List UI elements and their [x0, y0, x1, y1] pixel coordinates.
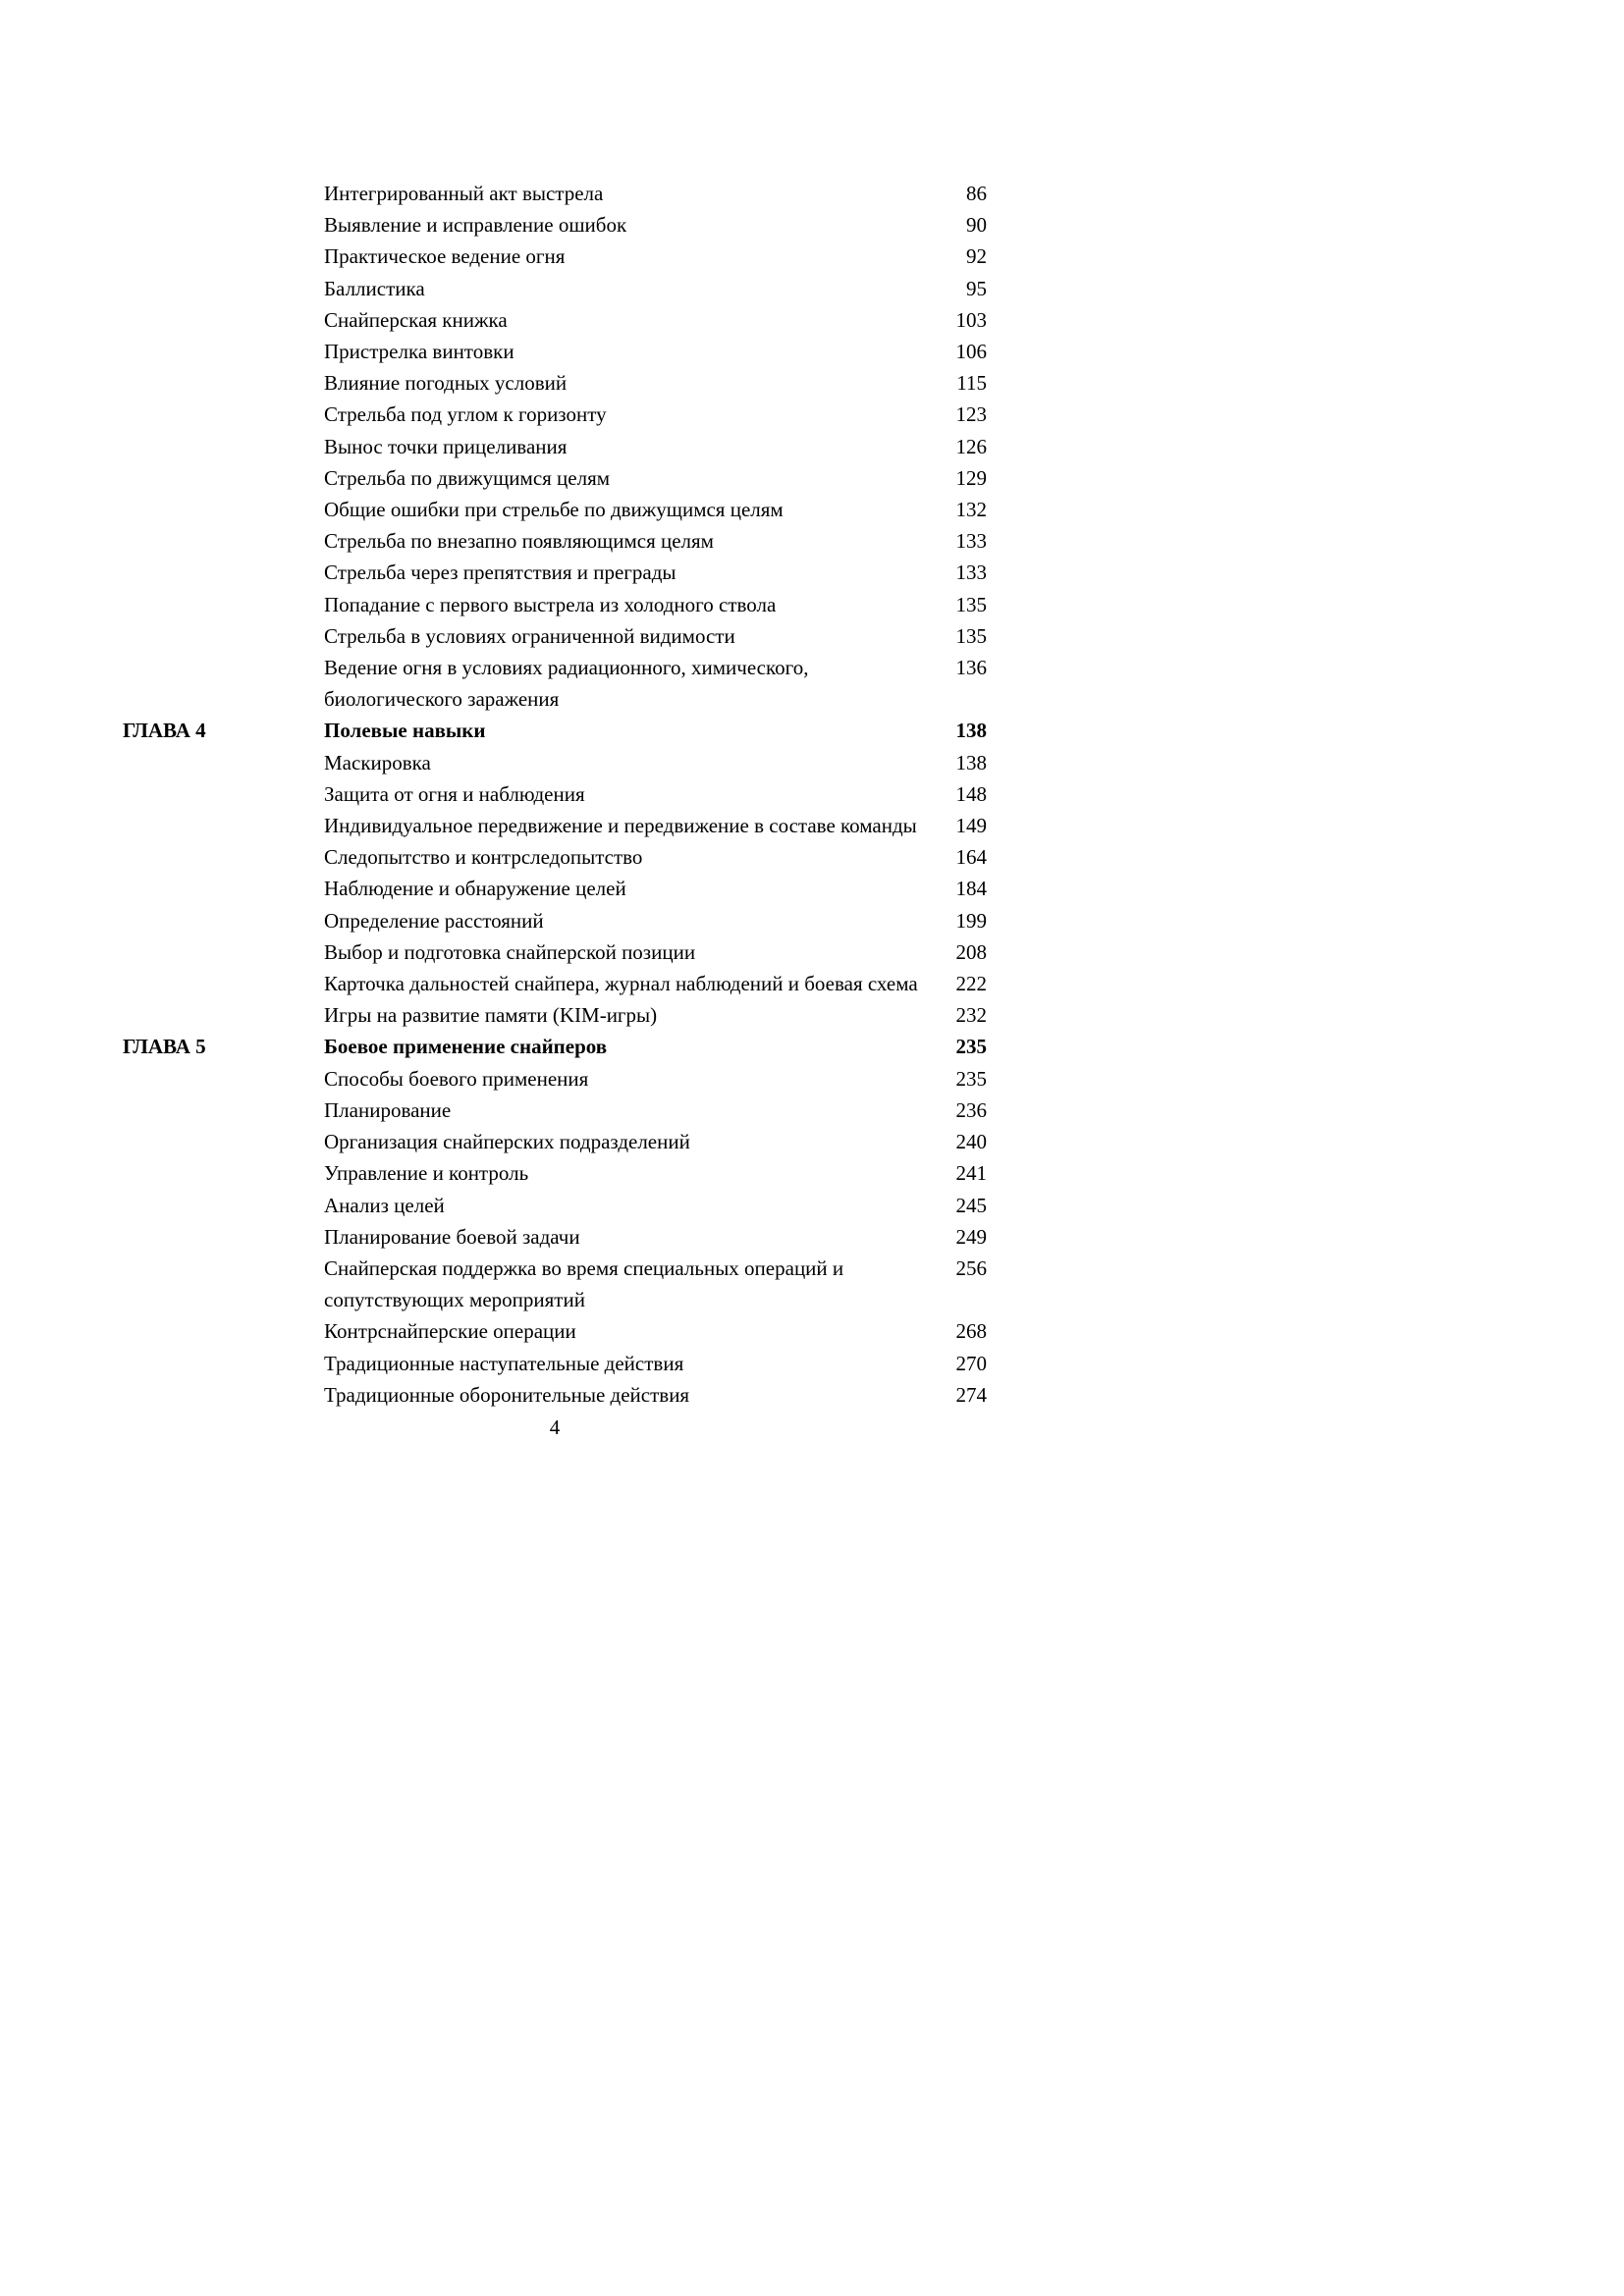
toc-page-number: 235 [955, 1035, 987, 1059]
toc-row [123, 905, 987, 936]
toc-entry-title: Следопытство и контрследопытство [324, 845, 643, 870]
toc-row [123, 1031, 987, 1062]
toc-entry-title: Вынос точки прицеливания [324, 434, 568, 458]
toc-entry-title: Управление и контроль [324, 1161, 529, 1186]
toc-entry-title: Планирование боевой задачи [324, 1224, 580, 1249]
toc-entry-title: Наблюдение и обнаружение целей [324, 877, 626, 901]
toc-row [123, 841, 987, 873]
footer-page-number: 4 [549, 1415, 561, 1439]
toc-page-number: 135 [955, 592, 987, 616]
toc-page-number: 129 [955, 465, 987, 490]
toc-entry-title: Анализ целей [324, 1193, 445, 1217]
toc-row [123, 999, 987, 1031]
toc-row [123, 304, 987, 336]
toc-entry-title: Общие ошибки при стрельбе по движущимся целям [324, 498, 784, 522]
toc-page-number: 240 [955, 1130, 987, 1154]
toc-row [123, 715, 987, 746]
toc-entry-title: Стрельба под углом к горизонту [324, 402, 607, 427]
toc-entry-title: Пристрелка винтовки [324, 340, 514, 364]
toc-row [123, 936, 987, 968]
toc-page-number: 135 [955, 623, 987, 648]
toc-entry-title: Выявление и исправление ошибок [324, 213, 627, 238]
toc-row [123, 1190, 987, 1221]
toc-chapter-label: ГЛАВА 4 [123, 719, 206, 743]
toc-row [123, 273, 987, 304]
toc-entry-title: Влияние погодных условий [324, 371, 568, 396]
toc-row [123, 557, 987, 588]
toc-entry-title: Способы боевого применения [324, 1066, 589, 1091]
toc-entry-title: Карточка дальностей снайпера, журнал наблюдений и боевая схема [324, 972, 918, 996]
toc-entry-title: Определение расстояний [324, 908, 544, 933]
toc-page-number: 236 [955, 1097, 987, 1122]
toc-row [123, 652, 987, 715]
toc-page-number: 235 [955, 1066, 987, 1091]
toc-page-number: 256 [955, 1255, 987, 1280]
toc-page-number: 138 [955, 719, 987, 743]
toc-page-number: 274 [955, 1382, 987, 1407]
toc-page-number: 133 [955, 561, 987, 585]
toc-page-number: 92 [966, 244, 987, 269]
toc-row [123, 778, 987, 810]
toc-row [123, 240, 987, 272]
toc-entry-title: Ведение огня в условиях радиационного, химического, биологического заражения [324, 656, 809, 712]
toc-entry-title: Попадание с первого выстрела из холодного ствола [324, 592, 777, 616]
toc-row [123, 336, 987, 367]
toc-entry-title: Полевые навыки [324, 719, 486, 743]
toc-row [123, 1253, 987, 1315]
toc-page-number: 149 [955, 814, 987, 838]
toc-entry-title: Стрельба в условиях ограниченной видимости [324, 623, 735, 648]
toc-row [123, 1126, 987, 1157]
toc-entry-title: Планирование [324, 1097, 452, 1122]
toc-entry-title: Маскировка [324, 750, 431, 774]
toc-row [123, 968, 987, 999]
toc-page-number: 199 [955, 908, 987, 933]
toc-row [123, 589, 987, 620]
toc-page-number: 148 [955, 781, 987, 806]
toc-entry-title: Традиционные оборонительные действия [324, 1382, 690, 1407]
toc-entry-title: Практическое ведение огня [324, 244, 566, 269]
toc-row [123, 367, 987, 399]
toc-row [123, 494, 987, 525]
toc-page-number: 138 [955, 750, 987, 774]
toc-page-number: 232 [955, 1003, 987, 1028]
toc-page-number: 123 [955, 402, 987, 427]
toc-row [123, 810, 987, 841]
toc-page-number: 115 [956, 371, 987, 396]
toc-page-number: 136 [955, 656, 987, 680]
toc-entry-title: Контрснайперские операции [324, 1319, 576, 1344]
toc-row [123, 1095, 987, 1126]
toc-chapter-label: ГЛАВА 5 [123, 1035, 206, 1059]
toc-page-number: 249 [955, 1224, 987, 1249]
toc-page-number: 133 [955, 529, 987, 554]
toc-page-number: 268 [955, 1319, 987, 1344]
toc-page-number: 245 [955, 1193, 987, 1217]
toc-entry-title: Баллистика [324, 276, 425, 300]
toc-page-number: 86 [966, 182, 987, 205]
toc-row [123, 1315, 987, 1347]
toc-page-number: 208 [955, 939, 987, 964]
toc-page-number: 164 [955, 845, 987, 870]
toc-row [123, 1221, 987, 1253]
toc-page-number: 95 [966, 276, 987, 300]
toc-page-number: 90 [966, 213, 987, 238]
toc-entry-title: Выбор и подготовка снайперской позиции [324, 939, 696, 964]
toc-row [123, 399, 987, 430]
toc-entry-title: Стрельба по внезапно появляющимся целям [324, 529, 714, 554]
toc-entry-title: Защита от огня и наблюдения [324, 781, 585, 806]
toc-page-number: 106 [955, 340, 987, 364]
toc-entry-title: Стрельба через препятствия и преграды [324, 561, 677, 585]
toc-row [123, 209, 987, 240]
toc-entry-title: Снайперская поддержка во время специальных операций и сопутствующих мероприятий [324, 1255, 844, 1312]
toc-page-number: 126 [955, 434, 987, 458]
toc-page-number: 184 [955, 877, 987, 901]
toc-list [123, 178, 987, 1411]
toc-entry-title: Организация снайперских подразделений [324, 1130, 690, 1154]
toc-row [123, 525, 987, 557]
toc-entry-title: Игры на развитие памяти (KIM-игры) [324, 1003, 658, 1028]
toc-row [123, 620, 987, 652]
toc-entry-title: Традиционные наступательные действия [324, 1351, 684, 1375]
toc-page-number: 222 [955, 972, 987, 996]
toc-entry-title: Снайперская книжка [324, 307, 508, 332]
toc-row [123, 178, 987, 209]
toc-entry-title: Стрельба по движущимся целям [324, 465, 611, 490]
toc-row [123, 431, 987, 462]
toc-row [123, 873, 987, 904]
toc-page-number: 241 [955, 1161, 987, 1186]
toc-row [123, 1348, 987, 1379]
toc-row [123, 1063, 987, 1095]
toc-page-number: 270 [955, 1351, 987, 1375]
toc-row [123, 747, 987, 778]
toc-entry-title: Интегрированный акт выстрела [324, 182, 604, 205]
toc-page-number: 132 [955, 498, 987, 522]
toc-row [123, 1157, 987, 1189]
toc-page-number: 103 [955, 307, 987, 332]
toc-row [123, 462, 987, 494]
toc-entry-title: Индивидуальное передвижение и передвижение в составе команды [324, 814, 917, 838]
toc-row [123, 1379, 987, 1411]
toc-entry-title: Боевое применение снайперов [324, 1035, 608, 1059]
